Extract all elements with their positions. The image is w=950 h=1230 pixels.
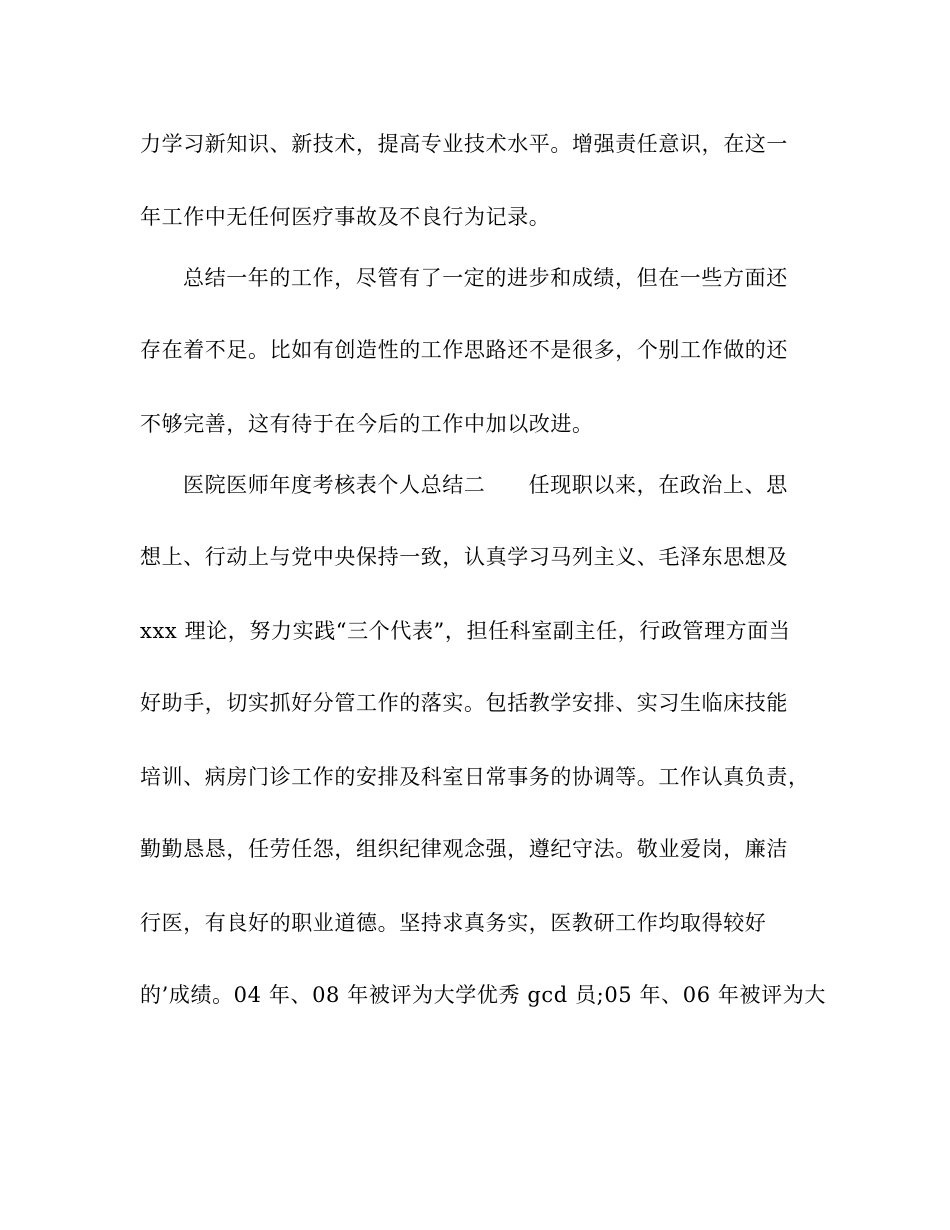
text-line: 勤勤恳恳，任劳任怨，组织纪律观念强，遵纪守法。敬业爱岗，廉洁 [140, 837, 788, 861]
text-line: 的’成绩。04 年、08 年被评为大学优秀 gcd 员;05 年、06 年被评为大 [140, 983, 826, 1007]
paragraph-start-line: 总结一年的工作，尽管有了一定的进步和成绩，但在一些方面还 [183, 266, 788, 290]
text-line: 好助手，切实抓好分管工作的落实。包括教学安排、实习生临床技能 [140, 691, 788, 715]
text-line: 存在着不足。比如有创造性的工作思路还不是很多，个别工作做的还 [140, 338, 788, 362]
text-line: xxx 理论，努力实践“三个代表”，担任科室副主任，行政管理方面当 [140, 619, 791, 643]
text-line: 行医，有良好的职业道德。坚持求真务实，医教研工作均取得较好 [140, 911, 767, 935]
text-line: 力学习新知识、新技术，提高专业技术水平。增强责任意识，在这一 [140, 132, 788, 156]
text-line: 想上、行动上与党中央保持一致，认真学习马列主义、毛泽东思想及 [140, 545, 788, 569]
text-line: 不够完善，这有待于在今后的工作中加以改进。 [140, 412, 594, 436]
text-line: 培训、病房门诊工作的安排及科室日常事务的协调等。工作认真负责， [140, 765, 810, 789]
text-line: 年工作中无任何医疗事故及不良行为记录。 [140, 205, 551, 229]
section-heading-line: 医院医师年度考核表个人总结二 任现职以来，在政治上、思 [183, 473, 788, 497]
